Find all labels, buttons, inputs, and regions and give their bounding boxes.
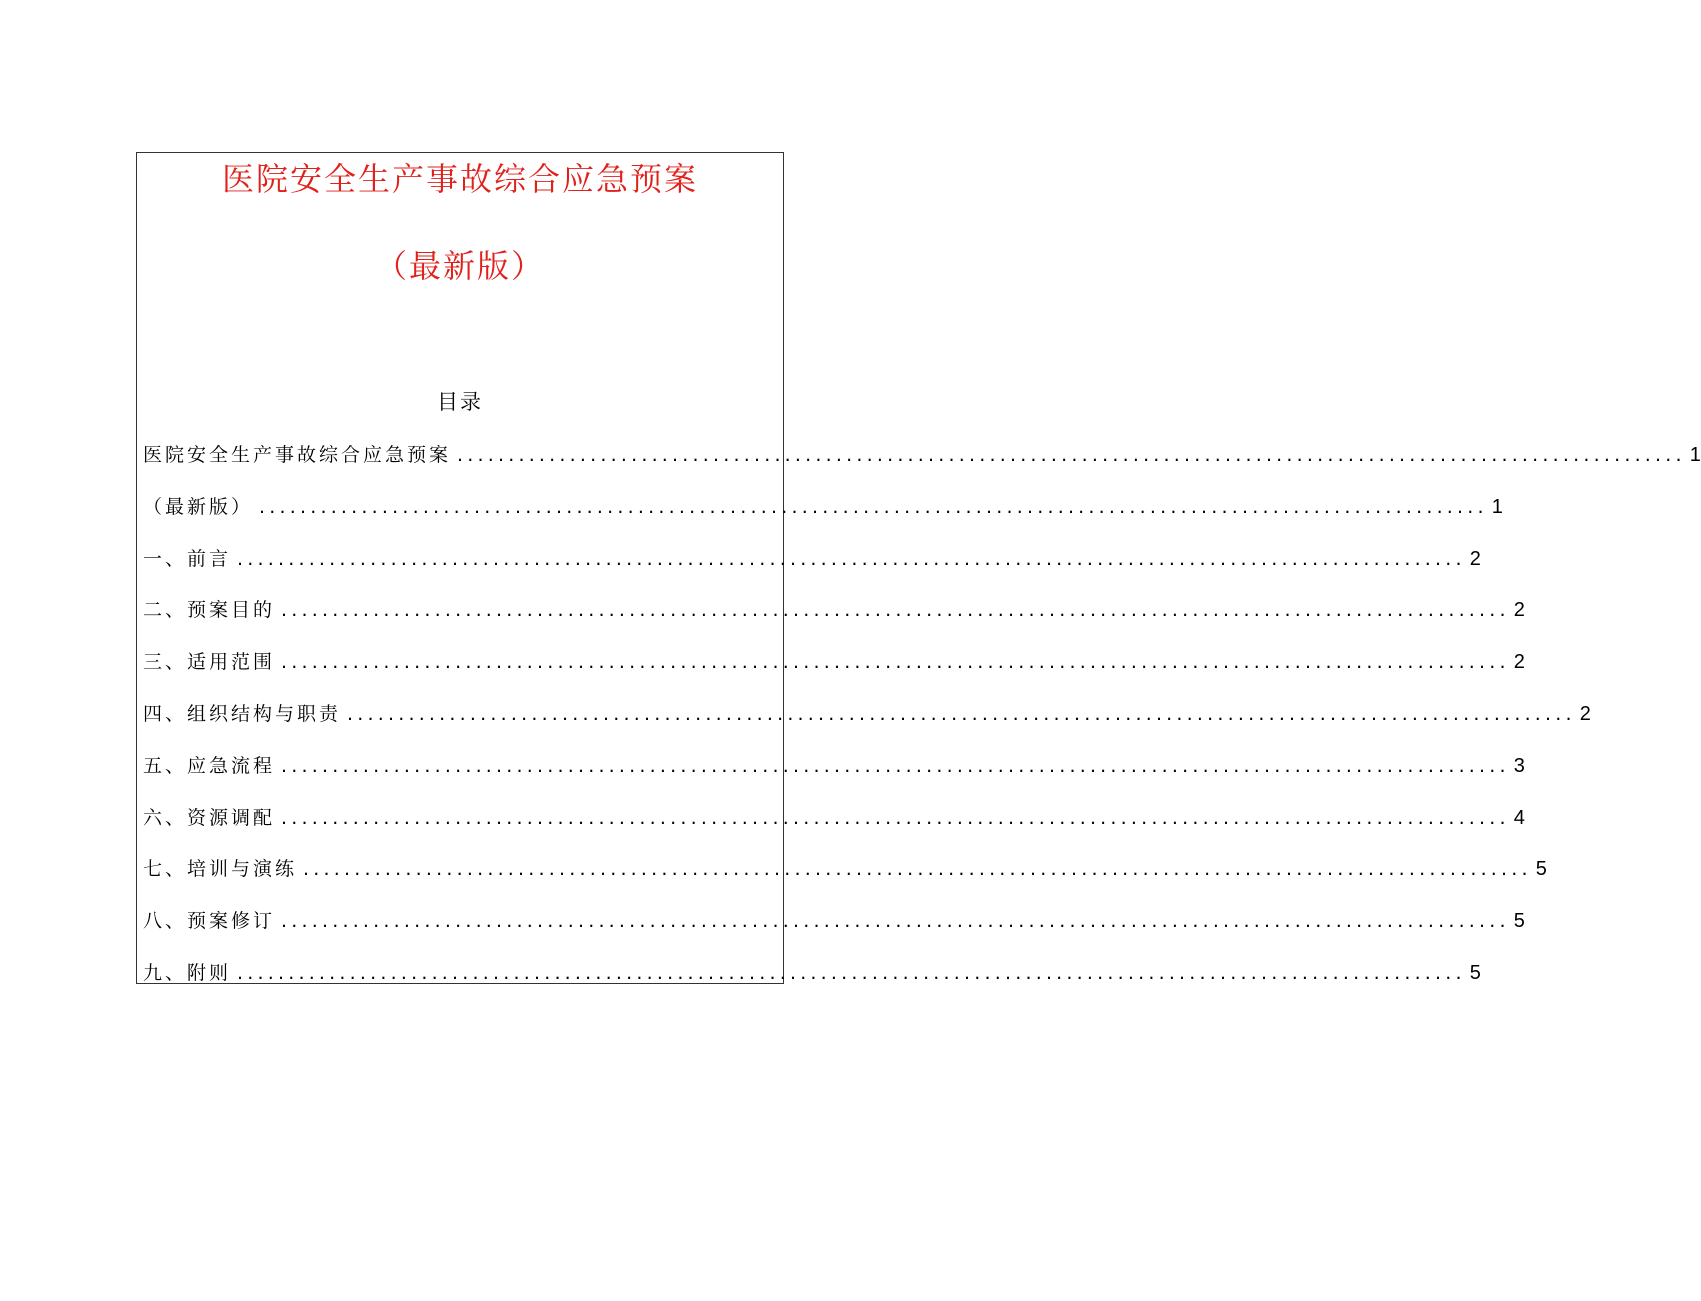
toc-entry-label: （最新版） bbox=[143, 495, 254, 518]
toc-leader-dots: ........................................................................................................................ bbox=[281, 910, 1510, 933]
toc-entry-label: 四、组织结构与职责 bbox=[143, 702, 342, 725]
toc-leader-dots: ........................................................................................................................ bbox=[281, 599, 1510, 622]
toc-entry-page: 5 bbox=[1513, 910, 1525, 933]
toc-leader-dots: ........................................................................................................................ bbox=[281, 651, 1510, 674]
toc-leader-dots: ........................................................................................................................ bbox=[281, 754, 1510, 777]
toc-entry[interactable] bbox=[143, 545, 1481, 597]
toc-entry[interactable] bbox=[143, 907, 1525, 959]
toc-leader-dots: ........................................................................................................................ bbox=[303, 858, 1532, 881]
toc-entry-label: 医院安全生产事故综合应急预案 bbox=[143, 444, 452, 466]
toc-heading: 目录 bbox=[437, 390, 483, 414]
toc-leader-dots: ........................................................................................................................ bbox=[259, 495, 1488, 518]
toc-entry[interactable] bbox=[143, 648, 1525, 700]
toc-entry-label: 九、附则 bbox=[143, 961, 232, 984]
toc-entry[interactable] bbox=[143, 752, 1525, 804]
toc-entry-page: 2 bbox=[1513, 599, 1525, 622]
toc-entry-page: 2 bbox=[1469, 547, 1481, 570]
toc-entry-label: 五、应急流程 bbox=[143, 754, 276, 777]
document-title: 医院安全生产事故综合应急预案 bbox=[221, 160, 698, 198]
toc-entry[interactable] bbox=[143, 855, 1547, 907]
toc-entry-label: 七、培训与演练 bbox=[143, 858, 298, 881]
document-frame bbox=[136, 152, 1701, 984]
toc-entry-page: 3 bbox=[1513, 754, 1525, 777]
toc-entry-label: 三、适用范围 bbox=[143, 651, 276, 674]
toc-entry[interactable] bbox=[143, 804, 1525, 856]
toc-entry-page: 1 bbox=[1491, 495, 1503, 518]
toc-leader-dots: ........................................................................................................................ bbox=[457, 444, 1686, 466]
toc-entry[interactable] bbox=[143, 700, 1591, 752]
document-subtitle: （最新版） bbox=[374, 247, 545, 285]
toc-entry-label: 一、前言 bbox=[143, 547, 232, 570]
toc-entry-page: 2 bbox=[1579, 702, 1591, 725]
toc-entry[interactable] bbox=[143, 441, 1701, 493]
toc-entry-page: 1 bbox=[1689, 444, 1701, 466]
toc-entry-label: 二、预案目的 bbox=[143, 599, 276, 622]
toc-entry[interactable] bbox=[143, 959, 1481, 1011]
toc-entry-page: 2 bbox=[1513, 651, 1525, 674]
toc-entry-page: 5 bbox=[1535, 858, 1547, 881]
toc-leader-dots: ........................................................................................................................ bbox=[237, 961, 1466, 984]
toc-entry[interactable] bbox=[143, 596, 1525, 648]
toc-leader-dots: ........................................................................................................................ bbox=[281, 806, 1510, 829]
toc-entry-page: 4 bbox=[1513, 806, 1525, 829]
toc-leader-dots: ........................................................................................................................ bbox=[347, 702, 1576, 725]
table-of-contents bbox=[143, 441, 1701, 1011]
toc-leader-dots: ........................................................................................................................ bbox=[237, 547, 1466, 570]
toc-entry[interactable] bbox=[143, 493, 1503, 545]
toc-entry-page: 5 bbox=[1469, 961, 1481, 984]
toc-entry-label: 六、资源调配 bbox=[143, 806, 276, 829]
toc-entry-label: 八、预案修订 bbox=[143, 910, 276, 933]
